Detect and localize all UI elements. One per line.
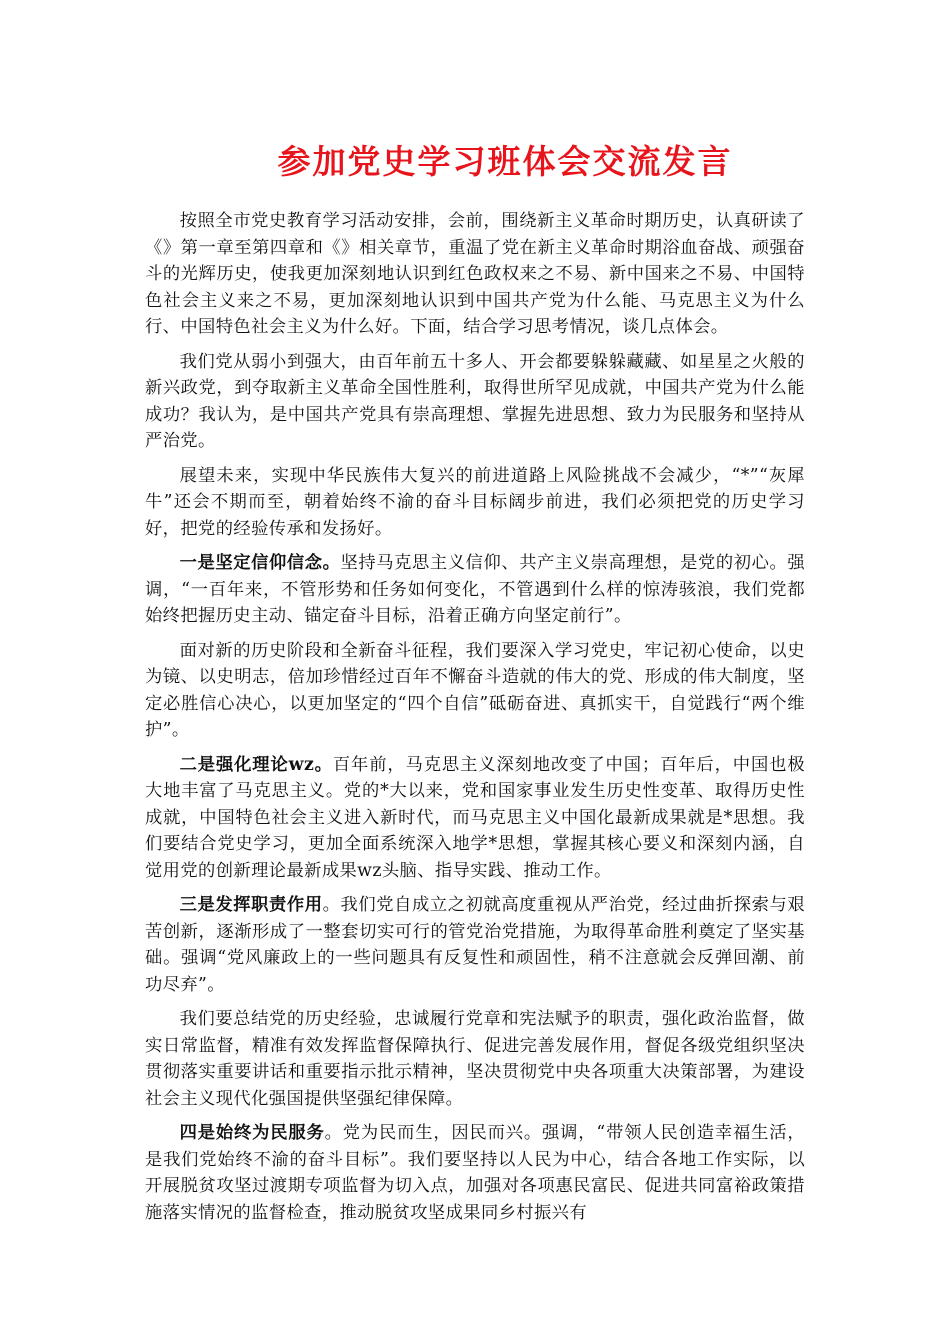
paragraph-text: 面对新的历史阶段和全新奋斗征程，我们要深入学习党史，牢记初心使命，以史为镜、以史明志，倍加珍惜经过百年不懈奋斗造就的伟大的党、形成的伟大制度，坚定必胜信心决心，以更加坚定的“四个自信”砥砺奋进、真抓实干，自觉践行“两个维护”。: [145, 640, 805, 740]
paragraph-lead: 四是始终为民服务: [179, 1123, 325, 1143]
paragraph-text: 。党为民而生，因民而兴。强调，“带领人民创造幸福生活，是我们党始终不渝的奋斗目标”。我们要坚持以人民为中心，结合各地工作实际，以开展脱贫攻坚过渡期专项监督为切入点，加强对各项惠民富民、促进共同富裕政策措施落实情况的监督检查，推动脱贫攻坚成果同乡村振兴有: [145, 1123, 805, 1223]
paragraph: [145, 1006, 805, 1112]
paragraph-text: 坚持马克思主义信仰、共产主义崇高理想，是党的初心。强调，“一百年来，不管形势和任务如何变化，不管遇到什么样的惊涛骇浪，我们党都始终把握历史主动、锚定奋斗目标，沿着正确方向坚定前行”。: [145, 553, 805, 626]
paragraph-lead: 三是发挥职责作用: [179, 895, 323, 915]
paragraph-text: 我们要总结党的历史经验，忠诚履行党章和宪法赋予的职责，强化政治监督，做实日常监督，精准有效发挥监督保障执行、促进完善发展作用，督促各级党组织坚决贯彻落实重要讲话和重要指示批示精神，坚决贯彻党中央各项重大决策部署，为建设社会主义现代化强国提供坚强纪律保障。: [145, 1009, 805, 1109]
paragraph-text: 我们党从弱小到强大，由百年前五十多人、开会都要躲躲藏藏、如星星之火般的新兴政党，到夺取新主义革命全国性胜利，取得世所罕见成就，中国共产党为什么能成功？我认为，是中国共产党具有崇高理想、掌握先进思想、致力为民服务和坚持从严治党。: [145, 351, 805, 451]
paragraph-text: 按照全市党史教育学习活动安排，会前，围绕新主义革命时期历史，认真研读了《》第一章至第四章和《》相关章节，重温了党在新主义革命时期浴血奋战、顽强奋斗的光辉历史，使我更加深刻地认识到红色政权来之不易、新中国来之不易、中国特色社会主义来之不易，更加深刻地认识到中国共产党为什么能、马克思主义为什么行、中国特色社会主义为什么好。下面，结合学习思考情况，谈几点体会。: [145, 211, 805, 337]
paragraph-text: 展望未来，实现中华民族伟大复兴的前进道路上风险挑战不会减少，“*”“灰犀牛”还会不期而至，朝着始终不渝的奋斗目标阔步前进，我们必须把党的历史学习好，把党的经验传承和发扬好。: [145, 465, 805, 539]
paragraph: [145, 208, 805, 341]
document-title: 参加党史学习班体会交流发言: [277, 142, 733, 181]
paragraph: [145, 349, 805, 455]
document-page: [145, 128, 805, 1234]
paragraph: [145, 463, 805, 543]
paragraph: [145, 1120, 805, 1226]
paragraph-lead: 二是强化理论wz。: [179, 754, 333, 775]
paragraph: [145, 638, 805, 744]
paragraph: [145, 892, 805, 998]
paragraph-text: 百年前，马克思主义深刻地改变了中国；百年后，中国也极大地丰富了马克思主义。党的*大以来，党和国家事业发生历史性变革、取得历史性成就，中国特色社会主义进入新时代，而马克思主义中国化最新成果就是*思想。我们要结合党史学习，更加全面系统深入地学*思想，掌握其核心要义和深刻内涵，自觉用党的创新理论最新成果wz头脑、指导实践、推动工作。: [145, 754, 805, 881]
paragraph: [145, 752, 805, 885]
paragraph: [145, 550, 805, 630]
paragraph-lead: 一是坚定信仰信念。: [179, 553, 341, 573]
paragraph-text: 。我们党自成立之初就高度重视从严治党，经过曲折探索与艰苦创新，逐渐形成了一整套切实可行的管党治党措施，为取得革命胜利奠定了坚实基础。强调“党风廉政上的一些问题具有反复性和顽固性，稍不注意就会反弹回潮、前功尽弃”。: [145, 895, 805, 995]
